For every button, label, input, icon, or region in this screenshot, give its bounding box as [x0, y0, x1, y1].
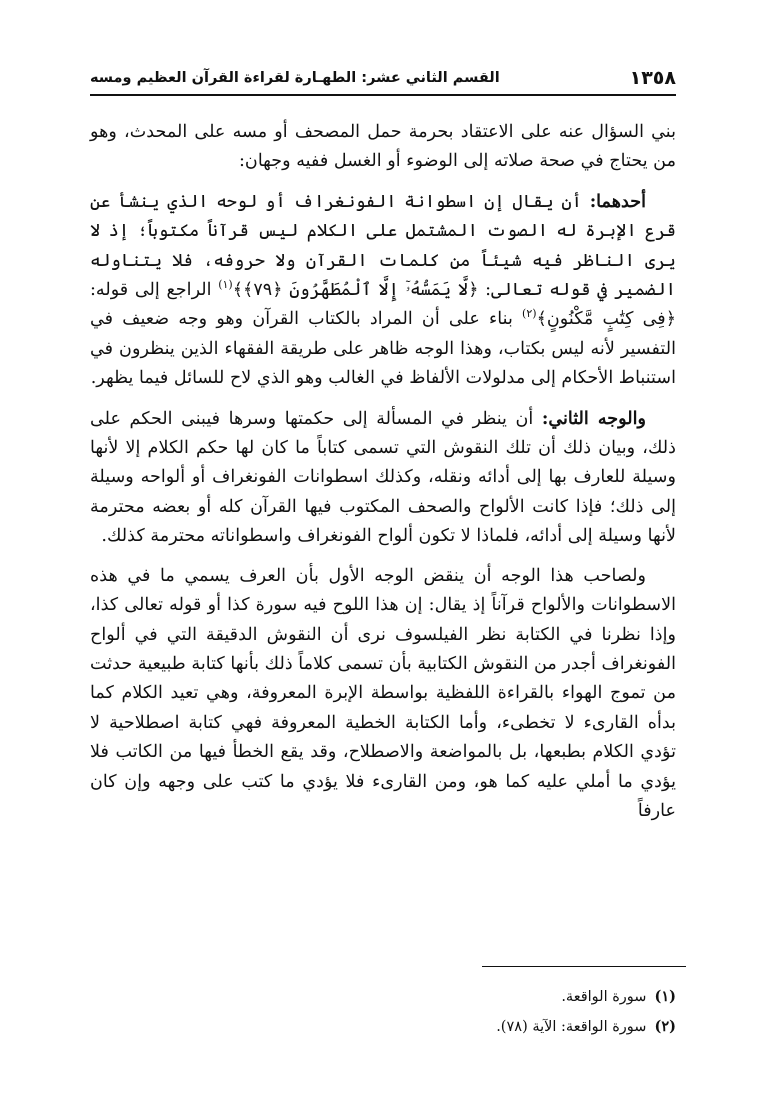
paragraph-2-text-a: أن يقال إن اسطوانة الفونغراف أو لوحه الذي ينشأ عن قرع الإبرة له الصوت المشتمل على الكلام ليس قرآناً مكتوباً؛ إذ لا يرى الناظر فيه شيئاً من كلمات القرآن ولا حروفه، فلا يتناوله الضمير في قوله تعالى: [90, 191, 676, 301]
paragraph-2 [90, 187, 676, 394]
running-title: القسم الثاني عشر: الطهـارة لقراءة القرآن العظيم ومسه [90, 70, 500, 86]
quran-verse-1: ﴿لَّا يَمَسُّهُۥٓ إِلَّا ٱلْمُطَهَّرُونَ ﴿٧٩﴾﴾ [232, 280, 479, 301]
first-view-heading: أحدهما: [589, 190, 646, 212]
footnote-1-mark: (١) [654, 988, 676, 1005]
second-view-heading: والوجه الثاني: [541, 407, 647, 429]
footnote-1-text: سورة الواقعة. [561, 989, 647, 1005]
paragraph-2-text-b: الراجع إلى قوله: [90, 280, 219, 301]
page-number: ١٣٥٨ [629, 67, 676, 89]
footnote-2-mark: (٢) [654, 1018, 676, 1035]
footnote-2-text: سورة الواقعة: الآية (٧٨). [496, 1019, 647, 1035]
paragraph-3-text: أن ينظر في المسألة إلى حكمتها وسرها فيبنى الحكم على ذلك، وبيان ذلك أن تلك النقوش التي تسمى كتاباً ما كان لها حكم الكلام إلا لأنها وسيلة للعارف بها إلى أدائه ونقله، وكذلك اسطوانات الفونغراف أو ألواحه وسيلة إلى ذلك؛ فإذا كانت الألواح والصحف المكتوب فيها القرآن كله أو بعضه محترمة لأنها وسيلة إلى أدائه، فلماذا لا تكون ألواح الفونغراف واسطواناته محترمة كذلك. [90, 408, 676, 547]
paragraph-1: بني السؤال عنه على الاعتقاد بحرمة حمل المصحف أو مسه على المحدث، وهو من يحتاج في صحة صلاته إلى الوضوء أو الغسل ففيه وجهان: [90, 122, 676, 172]
quran-verse-2: ﴿فِى كِتَٰبٍ مَّكْنُونٍ﴾ [536, 309, 676, 330]
main-text [90, 118, 676, 826]
footnote-divider [482, 966, 686, 967]
footnote-1 [90, 982, 676, 1012]
footnotes [90, 982, 676, 1042]
footnote-2 [90, 1012, 676, 1042]
running-header [90, 62, 676, 96]
paragraph-2-text-c: بناء على أن المراد بالكتاب القرآن وهو وجه ضعيف في التفسير لأنه ليس بكتاب، وهذا الوجه ظاهر على طريقة الفقهاء الذين ينظرون في استنباط الأحكام إلى مدلولات الألفاظ في الغالب وهو الذي لاح للسائل فيما يظهر. [90, 309, 676, 389]
paragraph-4: ولصاحب هذا الوجه أن ينقض الوجه الأول بأن العرف يسمي ما في هذه الاسطوانات والألواح قرآناً إذ يقال: إن هذا اللوح فيه سورة كذا أو قوله تعالى كذا، وإذا نظرنا في الكتابة نظر الفيلسوف نرى أن النقوش الدقيقة التي في ألواح الفونغراف أجدر من النقوش الكتابية بأن تسمى كلاماً ذلك بأنها كتابة طبيعية حدثت من تموج الهواء بالقراءة اللفظية بواسطة الإبرة المعروفة، وهي تعيد الكلام كما بدأه القارىء لا تخطىء، وأما الكتابة الخطية المعروفة فهي كتابة اصطلاحية لا تؤدي الكلام بطبعها، بل بالمواضعة والاصطلاح، وقد يقع الخطأ فيها من الكاتب فلا يؤدي ما أملي عليه كما هو، ومن القارىء فلا يؤدي ما كتب على وجهه وإن كان عارفاً [90, 565, 676, 821]
paragraph-3 [90, 404, 676, 552]
footnote-ref-2[interactable]: (٢) [522, 307, 537, 321]
footnote-ref-1[interactable]: (١) [218, 278, 233, 292]
